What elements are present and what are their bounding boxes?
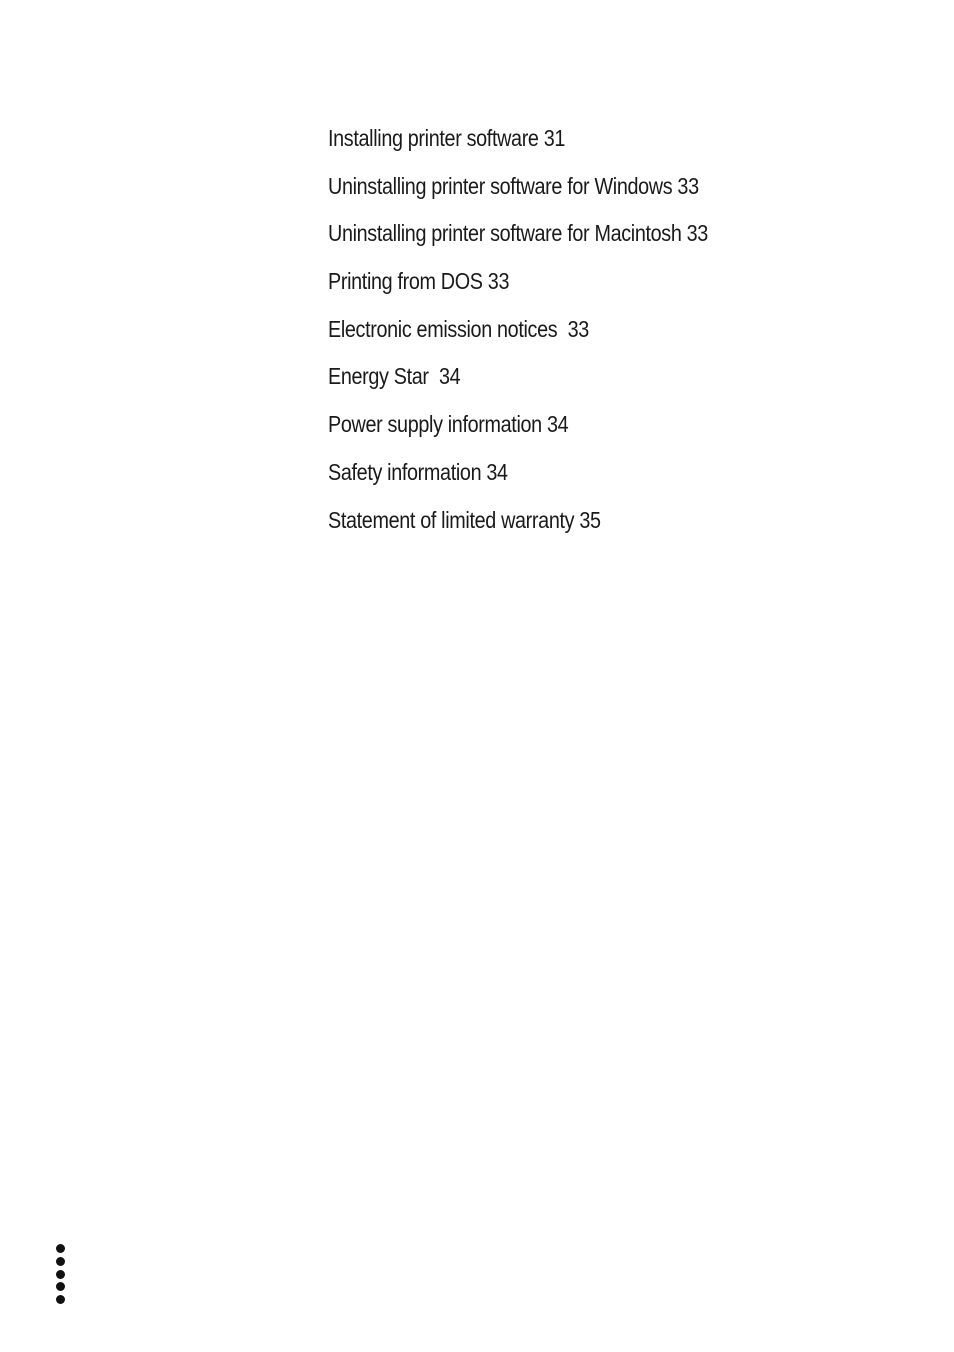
dot-icon [56, 1270, 65, 1279]
dot-icon [56, 1282, 65, 1291]
toc-entry-uninstalling-macintosh: Uninstalling printer software for Macintosh 33 [328, 220, 708, 247]
toc-entry-uninstalling-windows: Uninstalling printer software for Windows 33 [328, 172, 699, 199]
toc-entry-printing-from-dos: Printing from DOS 33 [328, 268, 510, 295]
toc-entry-power-supply-information: Power supply information 34 [328, 411, 569, 438]
toc-entry-electronic-emission-notices: Electronic emission notices 33 [328, 315, 589, 342]
table-of-contents [328, 118, 928, 547]
page-marker-dots [56, 1244, 68, 1308]
toc-entry-limited-warranty: Statement of limited warranty 35 [328, 506, 601, 533]
dot-icon [56, 1295, 65, 1304]
toc-entry-safety-information: Safety information 34 [328, 458, 508, 485]
toc-entry-energy-star: Energy Star 34 [328, 363, 461, 390]
toc-entry-installing-printer-software: Installing printer software 31 [328, 125, 566, 151]
dot-icon [56, 1257, 65, 1266]
dot-icon [56, 1244, 65, 1253]
